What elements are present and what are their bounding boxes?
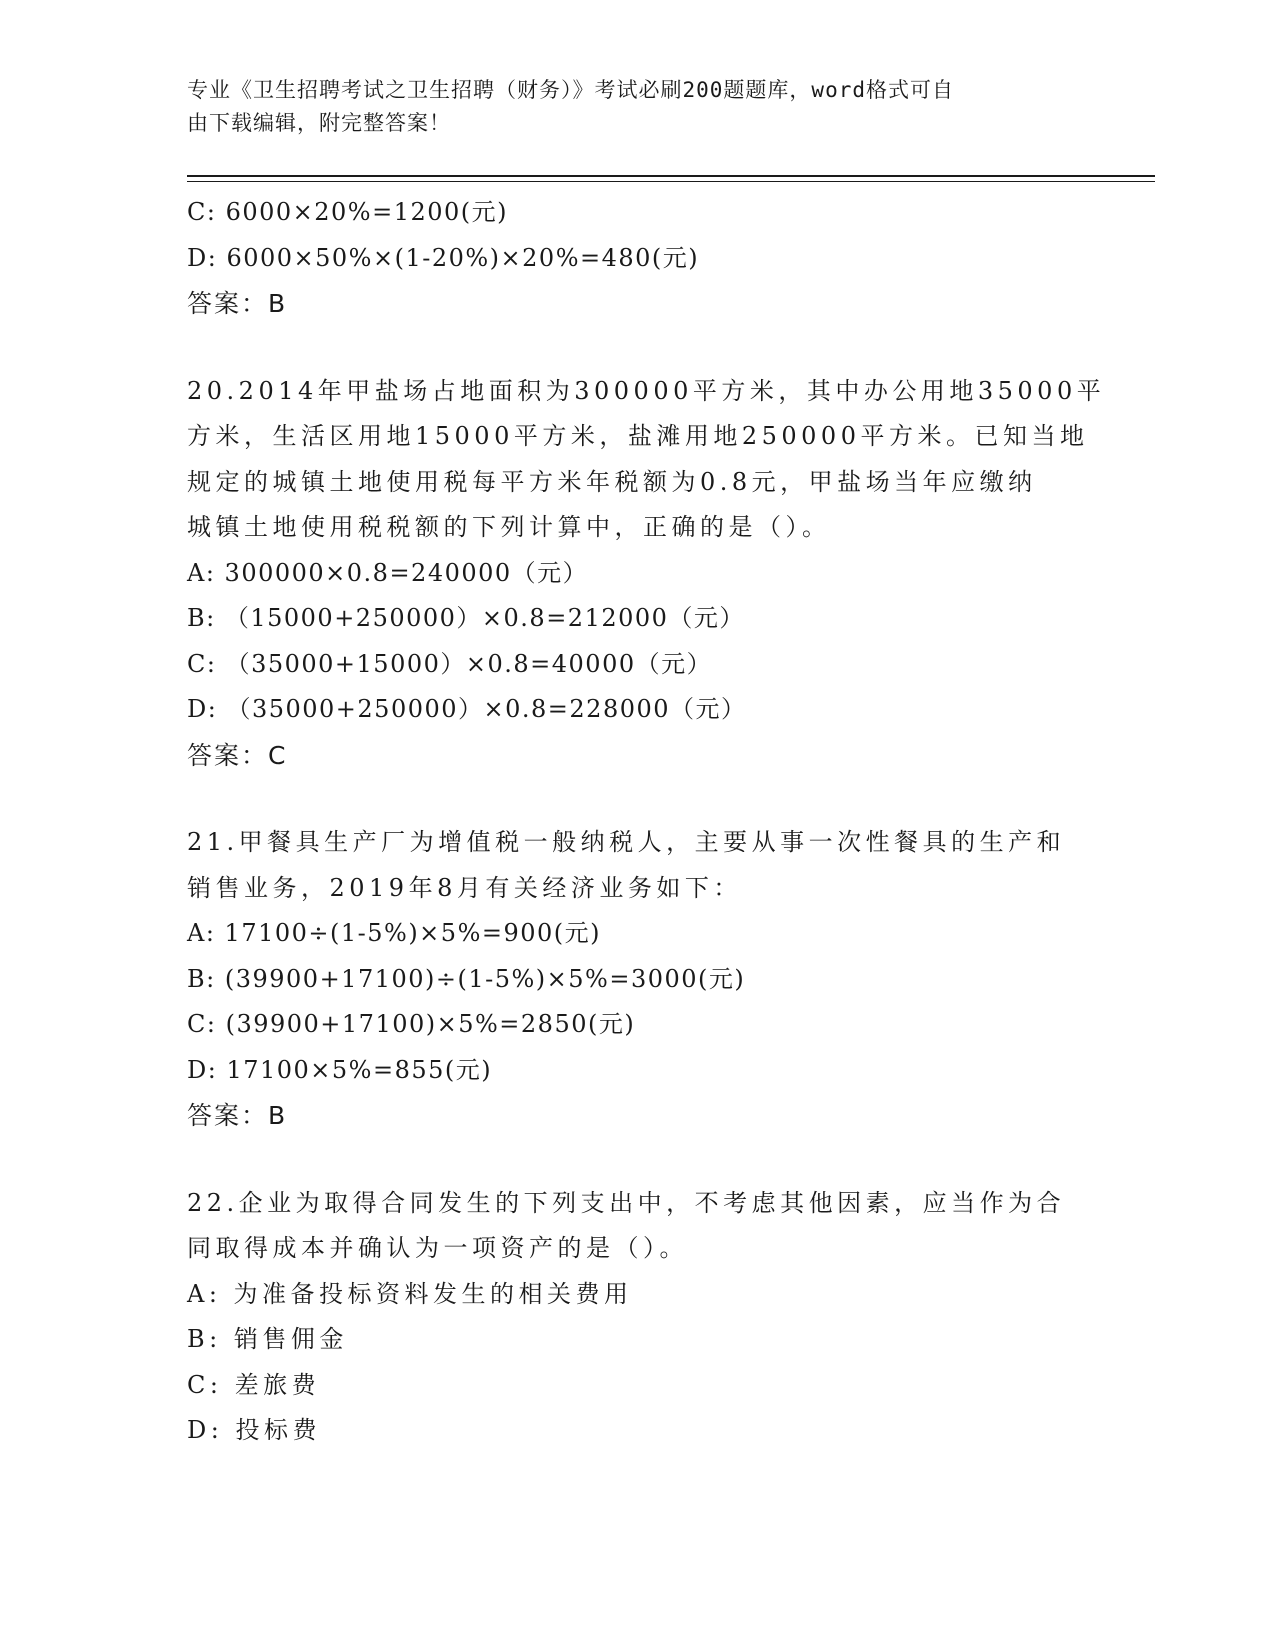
option-a: A: 17100÷(1-5%)×5%=900(元) [187, 919, 602, 947]
option-b: B: （15000+250000）×0.8=212000（元） [187, 604, 745, 632]
question-stem-line: 22.企业为取得合同发生的下列支出中，不考虑其他因素，应当作为合 [187, 1188, 1066, 1217]
question-stem-line: 城镇土地使用税税额的下列计算中，正确的是（）。 [187, 513, 831, 541]
option-a: A: 为准备投标资料发生的相关费用 [187, 1279, 633, 1308]
header-divider-thin [187, 181, 1155, 182]
header-line-2: 由下载编辑，附完整答案！ [187, 111, 451, 135]
answer: 答案：B [187, 289, 288, 318]
option-b: B: (39900+17100)÷(1-5%)×5%=3000(元) [187, 964, 746, 993]
question-stem-line: 20.2014年甲盐场占地面积为300000平方米，其中办公用地35000平 [187, 376, 1106, 405]
question-21 [187, 820, 1087, 1139]
option-c: C: 差旅费 [187, 1370, 321, 1399]
question-19-tail [187, 190, 1087, 327]
option-d: D: 投标费 [187, 1416, 321, 1444]
header-divider-thick [187, 175, 1155, 177]
spacer [187, 1139, 1087, 1181]
question-stem-line: 同取得成本并确认为一项资产的是（）。 [187, 1234, 688, 1262]
option-d: D: 17100×5%=855(元) [187, 1055, 493, 1084]
question-stem-line: 21.甲餐具生产厂为增值税一般纳税人，主要从事一次性餐具的生产和 [187, 828, 1066, 856]
option-c: C: （35000+15000）×0.8=40000（元） [187, 649, 713, 678]
question-stem-line: 销售业务，2019年8月有关经济业务如下： [187, 873, 742, 902]
header-line-1: 专业《卫生招聘考试之卫生招聘（财务）》考试必刷200题题库，word格式可自 [187, 78, 954, 102]
option-a: A: 300000×0.8=240000（元） [187, 558, 589, 587]
answer: 答案：B [187, 1101, 288, 1130]
option-b: B: 销售佣金 [187, 1325, 348, 1353]
option-c: C: (39900+17100)×5%=2850(元) [187, 1010, 636, 1038]
question-20 [187, 369, 1106, 779]
page-header [187, 74, 1077, 140]
spacer [187, 778, 1087, 820]
spacer [187, 327, 1087, 369]
question-stem-line: 方米，生活区用地15000平方米，盐滩用地250000平方米。已知当地 [187, 422, 1089, 450]
option-c: C: 6000×20%=1200(元) [187, 198, 509, 226]
option-d: D: （35000+250000）×0.8=228000（元） [187, 695, 747, 723]
question-list [187, 190, 1106, 1454]
question-stem-line: 规定的城镇土地使用税每平方米年税额为0.8元，甲盐场当年应缴纳 [187, 467, 1037, 496]
question-22 [187, 1181, 1087, 1454]
answer: 答案：C [187, 740, 288, 770]
option-d: D: 6000×50%×(1-20%)×20%=480(元) [187, 243, 700, 272]
